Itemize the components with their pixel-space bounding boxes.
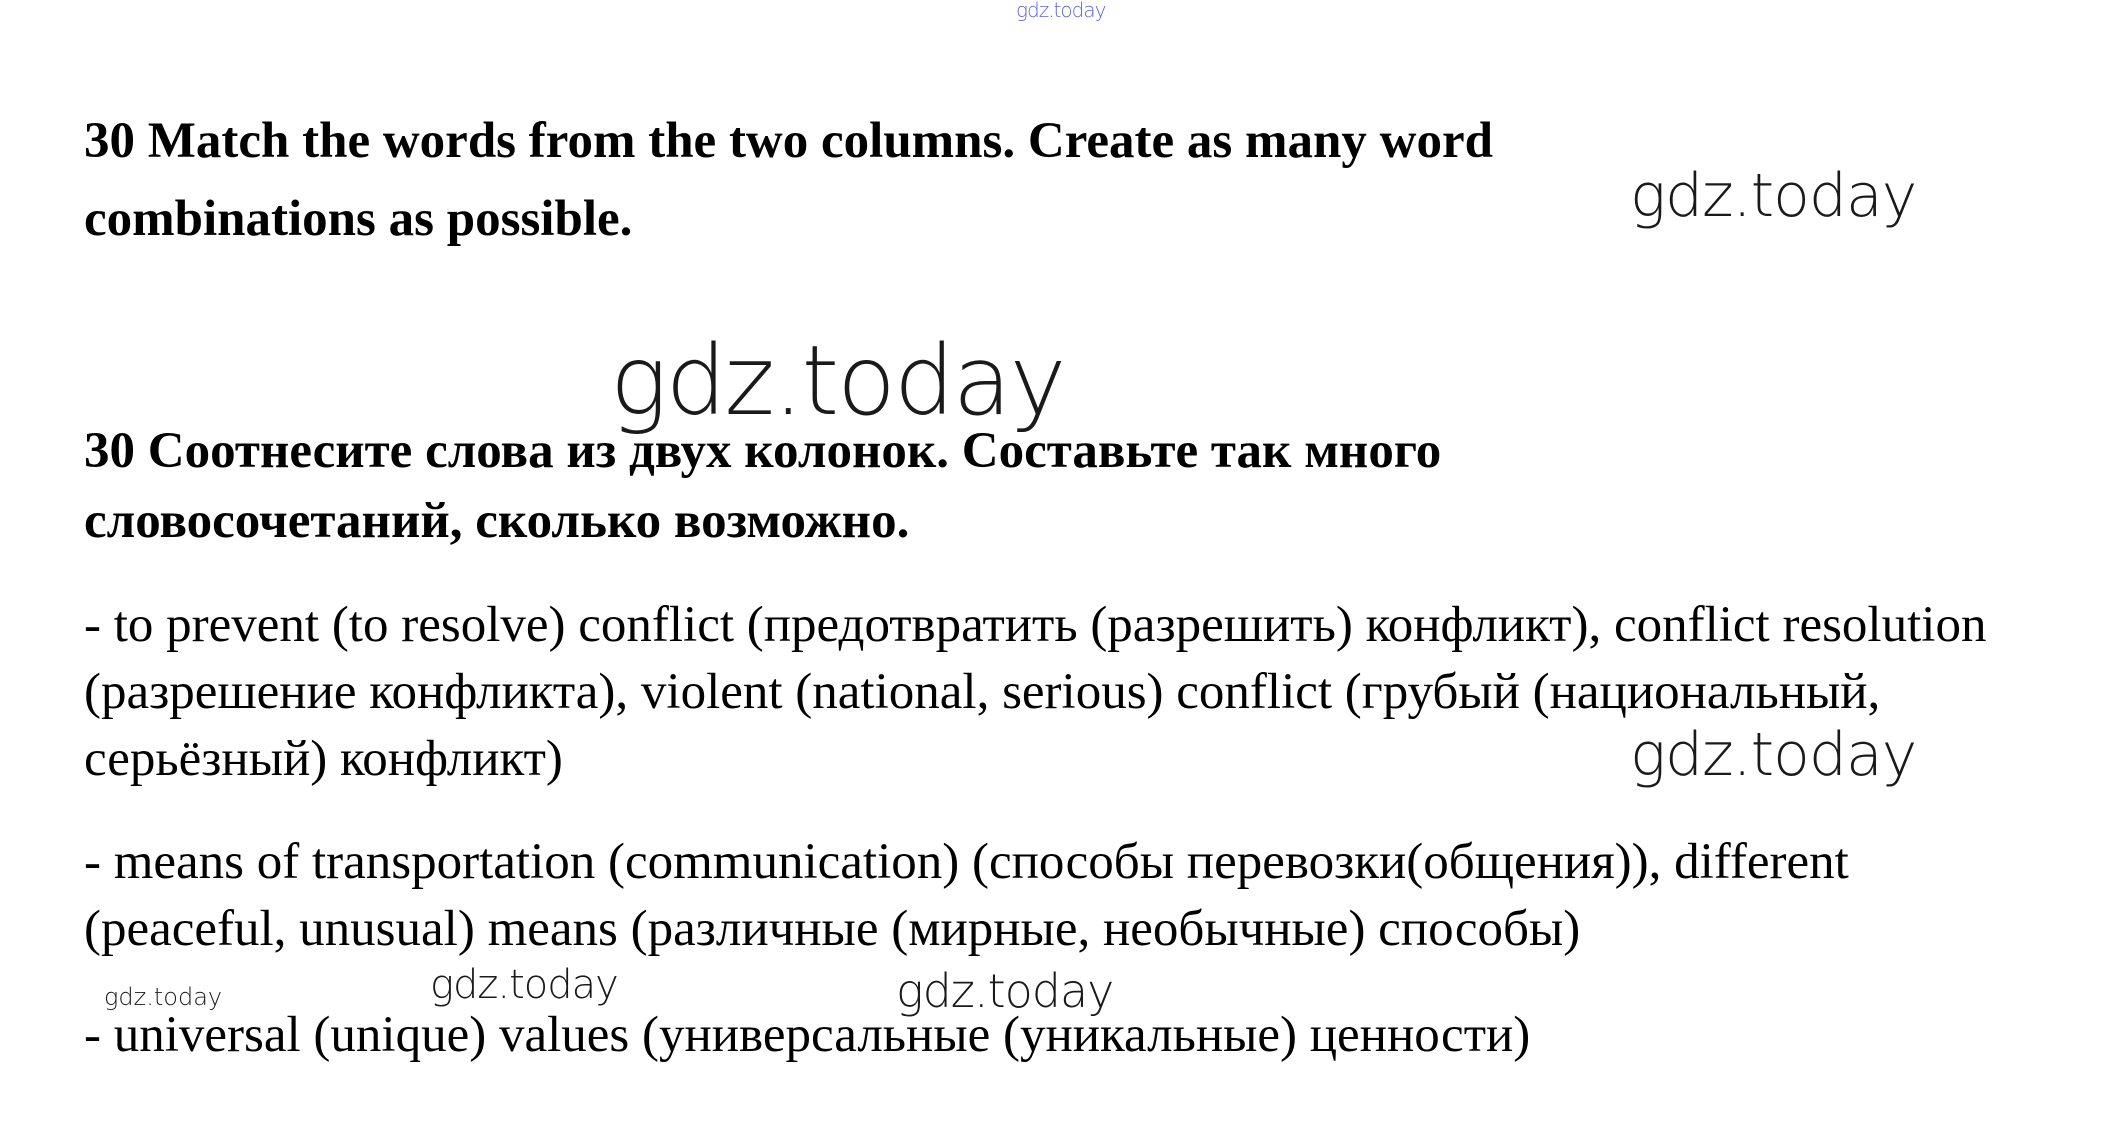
watermark-center-big: gdz.today [610,325,1065,437]
answer-paragraph-conflict: - to prevent (to resolve) conflict (предотвратить (разрешить) конфликт), conflict resolution (разрешение конфликта), violent (national, serious) conflict (грубый (национальный, серьёзный) конфликт) [84,597,1987,787]
watermark-top: gdz.today [1016,0,1106,22]
watermark-right-1: gdz.today [1630,161,1917,231]
watermark-bottom-mid: gdz.today [430,962,618,1008]
watermark-right-2: gdz.today [1630,720,1917,790]
watermark-bottom-small: gdz.today [104,983,223,1011]
watermark-bottom-center: gdz.today [896,964,1114,1018]
task-heading-english: 30 Match the words from the two columns. Create as many word combinations as possible. [84,113,1493,247]
task-heading-russian: 30 Соотнесите слова из двух колонок. Составьте так много словосочетаний, сколько возможно. [84,423,1442,549]
answer-paragraph-values: - universal (unique) values (универсальные (уникальные) ценности) [84,1007,1531,1063]
answer-paragraph-means: - means of transportation (communication) (способы перевозки(общения)), different (peaceful, unusual) means (различные (мирные, необычные) способы) [84,834,1849,957]
